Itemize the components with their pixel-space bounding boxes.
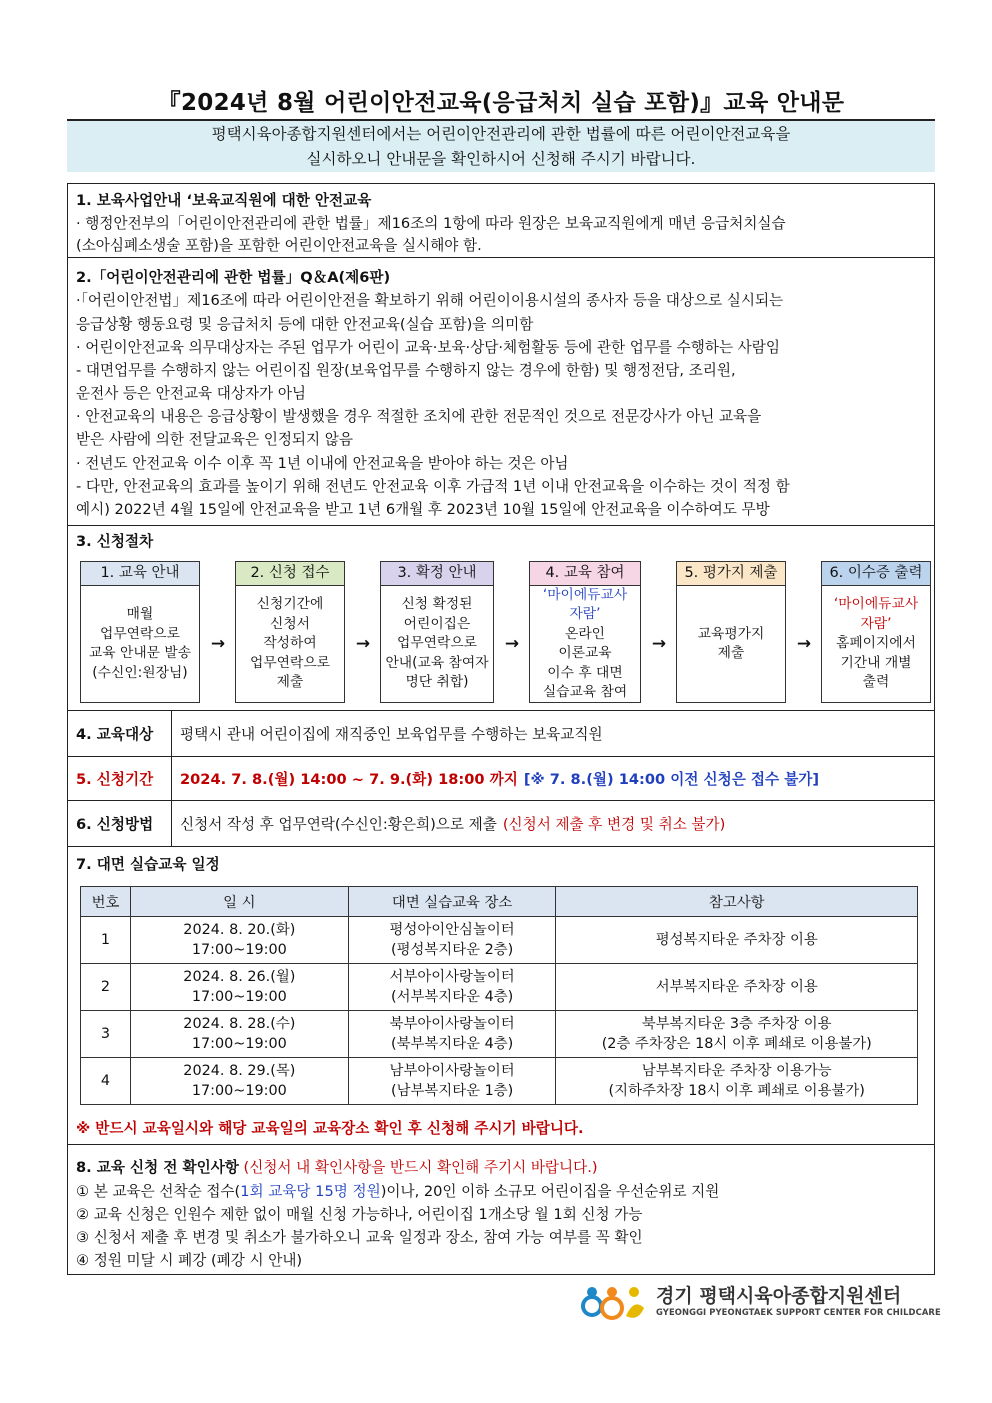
row-note-main: 북부복지타운 3층 주차장 이용 bbox=[641, 1016, 832, 1032]
section-6-value: 신청서 작성 후 업무연락(수신인:황은희)으로 제출 bbox=[180, 816, 497, 833]
section-8-item-3: ③ 신청서 제출 후 변경 및 취소가 불가하오니 교육 일정과 장소, 참여 가능 여부를 꼭 확인 bbox=[76, 1229, 643, 1246]
step-2-text-4: 업무연락으로 bbox=[250, 654, 330, 671]
step-6-header: 6. 이수증 출력 bbox=[821, 561, 931, 586]
step-5-text-2: 제출 bbox=[717, 645, 745, 661]
step-2-text-3: 작성하여 bbox=[263, 635, 317, 652]
section-2-heading: 2.「어린이안전관리에 관한 법률」Q＆A(제6판) bbox=[76, 269, 391, 286]
table-row bbox=[81, 1011, 918, 1058]
section-8-heading: 8. 교육 신청 전 확인사항 bbox=[76, 1159, 239, 1176]
section-8 bbox=[68, 1145, 934, 1274]
section-8-heading-note: (신청서 내 확인사항을 반드시 확인해 주기시 바랍니다.) bbox=[243, 1159, 598, 1176]
schedule-table bbox=[80, 886, 918, 1105]
row-date bbox=[130, 964, 348, 1011]
step-3-text-2: 어린이집은 bbox=[403, 615, 471, 632]
page-title: 『2024년 8월 어린이안전교육(응급처치 실습 포함)』교육 안내문 bbox=[157, 90, 845, 116]
row-no: 2 bbox=[81, 964, 131, 1011]
step-6-text-5: 출력 bbox=[862, 674, 890, 691]
section-4 bbox=[68, 711, 934, 757]
step-4-body bbox=[529, 585, 641, 703]
col-date: 일 시 bbox=[130, 887, 348, 917]
section-5-value-wrap bbox=[180, 757, 819, 800]
row-place-floor: (평성복지타운 2층) bbox=[390, 942, 514, 958]
section-8-item-1 bbox=[76, 1180, 719, 1201]
section-2-line-3: · 어린이안전교육 의무대상자는 주된 업무가 어린이 교육·보육·상담·체험활동 등에 관한 업무를 수행하는 사람임 bbox=[76, 339, 780, 356]
section-5-value: 2024. 7. 8.(월) 14:00 ~ 7. 9.(화) 18:00 까지 bbox=[180, 771, 518, 788]
step-5-header: 5. 평가지 제출 bbox=[676, 561, 786, 586]
row-no: 3 bbox=[81, 1011, 131, 1058]
row-place-name: 남부아이사랑놀이터 bbox=[389, 1063, 515, 1079]
row-note bbox=[556, 1011, 918, 1058]
step-1-header: 1. 교육 안내 bbox=[80, 561, 200, 586]
arrow-right-icon: → bbox=[504, 634, 520, 654]
center-logo-icon bbox=[578, 1278, 650, 1326]
row-place bbox=[348, 964, 556, 1011]
step-2-header: 2. 신청 접수 bbox=[235, 561, 345, 586]
section-8-item-1-a: ① 본 교육은 선착순 접수( bbox=[76, 1183, 241, 1200]
step-3-text-4: 안내(교육 참여자 bbox=[385, 654, 489, 671]
section-2-line-5: 운전사 등은 안전교육 대상자가 아님 bbox=[76, 385, 307, 402]
row-note-main: 서부복지타운 주차장 이용 bbox=[655, 979, 818, 995]
section-8-heading-wrap bbox=[76, 1156, 598, 1177]
row-note bbox=[556, 1058, 918, 1105]
section-1-heading: 1. 보육사업안내 ‘보육교직원에 대한 안전교육 bbox=[76, 192, 372, 209]
step-4-text-5: 이수 후 대면 bbox=[547, 664, 623, 681]
section-6-note: (신청서 제출 후 변경 및 취소 불가) bbox=[502, 816, 726, 833]
section-2-line-1: ·「어린이안전법」제16조에 따라 어린이안전을 확보하기 위해 어린이이용시설의 종사자 등을 대상으로 실시되는 bbox=[76, 292, 784, 309]
section-5 bbox=[68, 757, 934, 801]
row-date-time: 17:00~19:00 bbox=[191, 989, 287, 1005]
section-2-line-6: · 안전교육의 내용은 응급상황이 발생했을 경우 적절한 조치에 관한 전문적인 것으로 전문강사가 아닌 교육을 bbox=[76, 408, 762, 425]
row-date-time: 17:00~19:00 bbox=[191, 1083, 287, 1099]
step-2-text-2: 신청서 bbox=[270, 615, 310, 632]
row-date-day: 2024. 8. 20.(화) bbox=[183, 922, 296, 938]
intro-line-1: 평택시육아종합지원센터에서는 어린이안전관리에 관한 법률에 따른 어린이안전교육을 bbox=[211, 125, 791, 143]
footer-org-name-en: GYEONGGI PYEONGTAEK SUPPORT CENTER FOR CHILDCARE bbox=[656, 1307, 941, 1317]
row-date-day: 2024. 8. 26.(월) bbox=[183, 969, 296, 985]
step-1-text-3: 교육 안내문 발송 bbox=[88, 645, 192, 661]
intro-line-2: 실시하오니 안내문을 확인하시어 신청해 주시기 바랍니다. bbox=[306, 150, 696, 168]
step-5-text-1: 교육평가지 bbox=[697, 625, 765, 642]
schedule-header-row bbox=[81, 887, 918, 917]
row-place-floor: (남부복지타운 1층) bbox=[390, 1083, 514, 1099]
section-7-heading: 7. 대면 실습교육 일정 bbox=[76, 856, 220, 873]
section-1 bbox=[68, 184, 934, 258]
step-6-text-1: ‘마이에듀교사 bbox=[833, 596, 919, 613]
row-date-time: 17:00~19:00 bbox=[191, 942, 287, 958]
row-place-floor: (서부복지타운 4층) bbox=[390, 989, 514, 1005]
step-3-text-1: 신청 확정된 bbox=[401, 596, 473, 613]
section-6-label: 6. 신청방법 bbox=[68, 801, 172, 846]
step-1-text-4: (수신인:원장님) bbox=[92, 664, 188, 681]
row-note-sub: (2층 주차장은 18시 이후 폐쇄로 이용불가) bbox=[601, 1036, 872, 1052]
section-3-heading: 3. 신청절차 bbox=[76, 533, 154, 550]
row-place bbox=[348, 1058, 556, 1105]
row-note-main: 평성복지타운 주차장 이용 bbox=[655, 932, 818, 948]
section-2-line-9: - 다만, 안전교육의 효과를 높이기 위해 전년도 안전교육 이후 가급적 1년 이내 안전교육을 이수하는 것이 적정 함 bbox=[76, 478, 790, 495]
section-3 bbox=[68, 526, 934, 711]
section-6-value-wrap bbox=[180, 801, 725, 846]
step-4-text-6: 실습교육 참여 bbox=[542, 684, 628, 700]
step-3-text-5: 명단 취합) bbox=[405, 674, 469, 691]
section-8-item-1-highlight: 1회 교육당 15명 정원 bbox=[240, 1183, 381, 1200]
section-2-line-8: · 전년도 안전교육 이수 이후 꼭 1년 이내에 안전교육을 받아야 하는 것은 아님 bbox=[76, 455, 569, 472]
row-date bbox=[130, 917, 348, 964]
arrow-right-icon: → bbox=[796, 634, 812, 654]
section-7-warning: ※ 반드시 교육일시와 해당 교육일의 교육장소 확인 후 신청해 주시기 바랍니다. bbox=[76, 1120, 584, 1137]
step-1-text-2: 업무연락으로 bbox=[100, 625, 180, 642]
table-row bbox=[81, 1058, 918, 1105]
row-place-name: 서부아이사랑놀이터 bbox=[389, 969, 515, 985]
section-8-item-4: ④ 정원 미달 시 폐강 (폐강 시 안내) bbox=[76, 1252, 303, 1269]
section-1-line-1: · 행정안전부의「어린이안전관리에 관한 법률」제16조의 1항에 따라 원장은 보육교직원에게 매년 응급처치실습 bbox=[76, 215, 786, 232]
col-place: 대면 실습교육 장소 bbox=[348, 887, 556, 917]
step-4-text-4: 이론교육 bbox=[558, 645, 612, 661]
intro-banner bbox=[67, 119, 935, 172]
footer-org-name: 경기 평택시육아종합지원센터 bbox=[656, 1285, 902, 1307]
table-row bbox=[81, 917, 918, 964]
section-2 bbox=[68, 258, 934, 526]
step-2-text-1: 신청기간에 bbox=[256, 596, 324, 613]
step-2-body bbox=[235, 585, 345, 703]
section-5-note: [※ 7. 8.(월) 14:00 이전 신청은 접수 불가] bbox=[523, 771, 820, 788]
col-note: 참고사항 bbox=[556, 887, 918, 917]
step-6-body bbox=[821, 585, 931, 703]
row-no: 4 bbox=[81, 1058, 131, 1105]
step-6-text-2: 자람’ bbox=[860, 615, 892, 632]
step-4-header: 4. 교육 참여 bbox=[529, 561, 641, 586]
row-note-main: 남부복지타운 주차장 이용가능 bbox=[641, 1063, 832, 1079]
section-5-label: 5. 신청기간 bbox=[68, 757, 172, 800]
row-place-name: 북부아이사랑놀이터 bbox=[389, 1016, 515, 1032]
arrow-right-icon: → bbox=[355, 634, 371, 654]
section-2-line-2: 응급상황 행동요령 및 응급처치 등에 대한 안전교육(실습 포함)을 의미함 bbox=[76, 316, 534, 333]
section-2-line-10: 예시) 2022년 4월 15일에 안전교육을 받고 1년 6개월 후 2023년 10월 15일에 안전교육을 이수하여도 무방 bbox=[76, 501, 770, 518]
section-2-line-4: - 대면업무를 수행하지 않는 어린이집 원장(보육업무를 수행하지 않는 경우에 한함) 및 행정전담, 조리원, bbox=[76, 362, 736, 379]
row-place bbox=[348, 1011, 556, 1058]
row-date bbox=[130, 1058, 348, 1105]
row-date-day: 2024. 8. 29.(목) bbox=[183, 1063, 296, 1079]
row-no: 1 bbox=[81, 917, 131, 964]
row-note bbox=[556, 917, 918, 964]
section-6 bbox=[68, 801, 934, 847]
row-note bbox=[556, 964, 918, 1011]
step-4-text-3: 온라인 bbox=[565, 625, 605, 642]
row-place-floor: (북부복지타운 4층) bbox=[390, 1036, 514, 1052]
step-5-body bbox=[676, 585, 786, 703]
step-6-text-3: 홈페이지에서 bbox=[836, 635, 916, 652]
section-8-item-1-b: )이나, 20인 이하 소규모 어린이집을 우선순위로 지원 bbox=[380, 1183, 720, 1200]
table-row bbox=[81, 964, 918, 1011]
col-no: 번호 bbox=[81, 887, 131, 917]
step-6-text-4: 기간내 개별 bbox=[840, 654, 912, 671]
step-4-text-2: 자람’ bbox=[569, 606, 601, 622]
content-box bbox=[67, 183, 935, 1275]
row-place bbox=[348, 917, 556, 964]
row-date-day: 2024. 8. 28.(수) bbox=[183, 1016, 296, 1032]
row-date bbox=[130, 1011, 348, 1058]
section-4-label: 4. 교육대상 bbox=[68, 711, 172, 756]
step-3-text-3: 업무연락으로 bbox=[397, 635, 477, 652]
section-1-line-2: (소아심폐소생술 포함)을 포함한 어린이안전교육을 실시해야 함. bbox=[76, 237, 482, 254]
row-date-time: 17:00~19:00 bbox=[191, 1036, 287, 1052]
arrow-right-icon: → bbox=[210, 634, 226, 654]
section-4-value: 평택시 관내 어린이집에 재직중인 보육업무를 수행하는 보육교직원 bbox=[180, 726, 603, 743]
arrow-right-icon: → bbox=[651, 634, 667, 654]
step-1-body bbox=[80, 585, 200, 703]
step-3-header: 3. 확정 안내 bbox=[380, 561, 494, 586]
section-8-item-2: ② 교육 신청은 인원수 제한 없이 매월 신청 가능하나, 어린이집 1개소당 월 1회 신청 가능 bbox=[76, 1206, 643, 1223]
footer-logo bbox=[578, 1278, 941, 1328]
section-2-line-7: 받은 사람에 의한 전달교육은 인정되지 않음 bbox=[76, 431, 353, 448]
step-1-text-1: 매월 bbox=[126, 606, 154, 622]
row-note-sub: (지하주차장 18시 이후 폐쇄로 이용불가) bbox=[608, 1083, 865, 1099]
step-3-body bbox=[380, 585, 494, 703]
step-2-text-5: 제출 bbox=[276, 674, 304, 691]
row-place-name: 평성아이안심놀이터 bbox=[389, 922, 515, 938]
step-4-text-1: ‘마이에듀교사 bbox=[542, 586, 628, 603]
